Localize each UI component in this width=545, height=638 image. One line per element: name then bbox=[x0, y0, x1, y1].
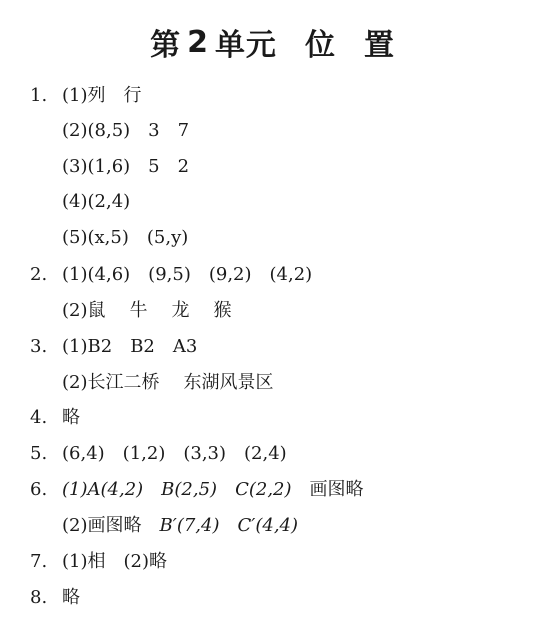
answer-part: (4)(2,4) bbox=[62, 191, 131, 212]
answer-part: 猴 bbox=[213, 300, 232, 321]
answer-part: (2,4) bbox=[244, 443, 287, 464]
page-title bbox=[0, 20, 545, 64]
answer-part: (1)相 bbox=[62, 551, 106, 572]
answer-part: A3 bbox=[172, 336, 198, 357]
item-number: 7. bbox=[30, 551, 48, 572]
item-number: 6. bbox=[30, 479, 48, 500]
answer-part: B2 bbox=[130, 336, 155, 357]
answer-part: (2)(8,5) bbox=[62, 120, 131, 141]
title-word-2: 置 bbox=[363, 28, 395, 63]
answer-part: 2 bbox=[177, 156, 190, 177]
answer-part: (2)画图略 bbox=[62, 515, 142, 536]
item-number: 2. bbox=[30, 264, 48, 285]
answer-part: 牛 bbox=[129, 300, 148, 321]
answer-part: (1,2) bbox=[122, 443, 166, 464]
answer-part: (2)长江二桥 bbox=[62, 372, 160, 393]
answer-part: (1)列 bbox=[62, 85, 106, 106]
answer-part: (3)(1,6) bbox=[62, 156, 131, 177]
item-number: 1. bbox=[30, 85, 48, 106]
answer-part: 龙 bbox=[171, 300, 190, 321]
answer-part: (5)(x,5) bbox=[62, 227, 129, 248]
answer-part: (1)B2 bbox=[62, 336, 113, 357]
answer-part: (3,3) bbox=[183, 443, 227, 464]
answer-part: 3 bbox=[148, 120, 160, 141]
answer-part: C′(4,4) bbox=[237, 515, 299, 536]
answer-part: 7 bbox=[177, 120, 190, 141]
answer-part: (6,4) bbox=[62, 443, 105, 464]
answer-part: (1)(4,6) bbox=[62, 264, 131, 285]
answer-part: 略 bbox=[62, 587, 80, 608]
title-unit: 单元 bbox=[214, 28, 277, 63]
item-number: 3. bbox=[30, 336, 48, 357]
answer-part: 东湖风景区 bbox=[183, 372, 274, 393]
item-number: 5. bbox=[30, 443, 48, 464]
answer-part: 行 bbox=[123, 85, 142, 106]
item-number: 8. bbox=[30, 587, 48, 608]
answer-part: (2)略 bbox=[123, 551, 167, 572]
answer-part: (9,5) bbox=[148, 264, 191, 285]
answer-part: (9,2) bbox=[208, 264, 252, 285]
answer-part: 5 bbox=[148, 156, 160, 177]
title-word-1: 位 bbox=[304, 28, 336, 63]
answer-part: C(2,2) bbox=[235, 479, 292, 500]
title-prefix: 第 bbox=[150, 28, 182, 63]
answer-part: B′(7,4) bbox=[159, 515, 220, 536]
answer-part: B(2,5) bbox=[161, 479, 218, 500]
item-number: 4. bbox=[30, 407, 48, 428]
answer-part: (4,2) bbox=[269, 264, 313, 285]
answer-part: 画图略 bbox=[309, 479, 364, 500]
answer-part: (2)鼠 bbox=[62, 300, 106, 321]
title-number: 2 bbox=[187, 24, 209, 60]
answer-part: (5,y) bbox=[146, 227, 189, 248]
answer-part: (1)A(4,2) bbox=[62, 479, 144, 500]
answer-part: 略 bbox=[62, 407, 80, 428]
